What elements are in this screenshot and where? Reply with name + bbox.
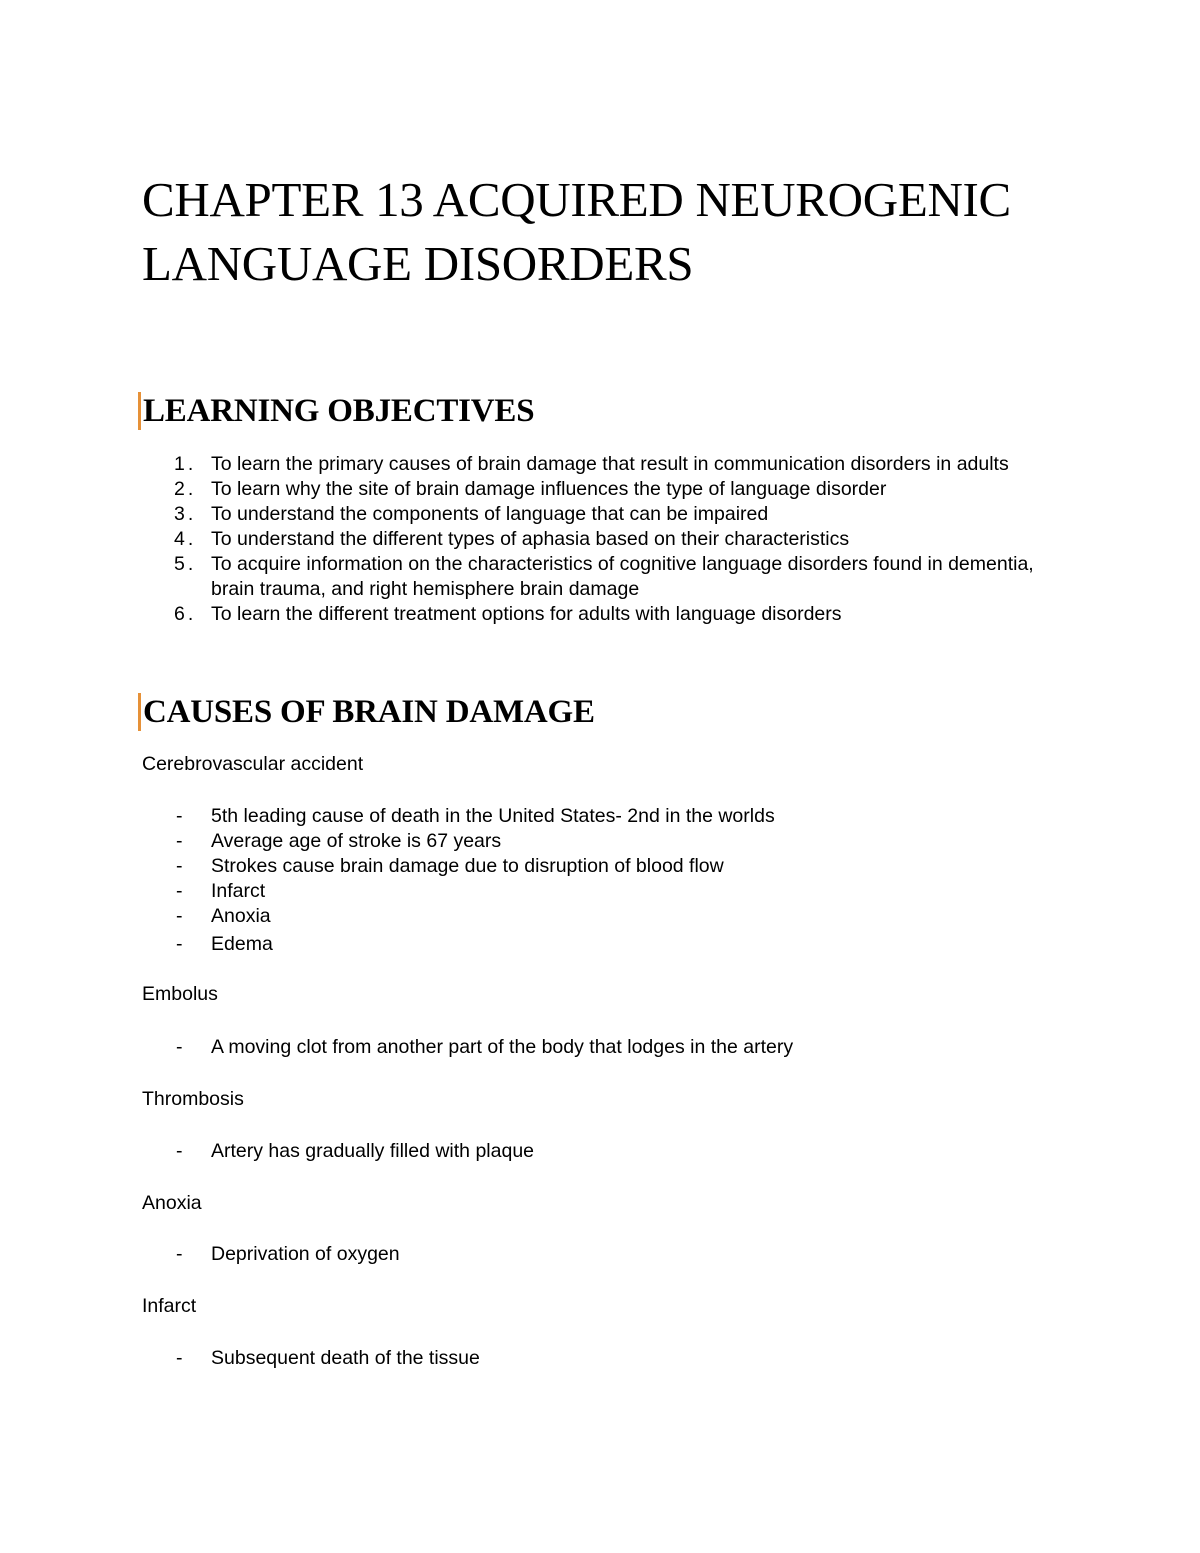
term-embolus: Embolus [142,983,218,1005]
dash-marker: - [176,1347,183,1369]
list-item [142,452,1042,477]
dash-marker: - [176,1140,183,1162]
anoxia-points [142,1242,1042,1267]
cerebrovascular-accident-points [142,804,1042,957]
list-number: 2. [174,478,197,500]
list-item-text: A moving clot from another part of the body that lodges in the artery [211,1036,794,1058]
list-item [142,527,1042,552]
list-item [142,1242,1042,1267]
list-item-text: Average age of stroke is 67 years [211,830,502,852]
list-number: 4. [174,528,197,550]
list-item-text: Edema [211,933,273,955]
list-item-text: To learn the primary causes of brain damage that result in communication disorders in adults [211,453,1009,475]
dash-marker: - [176,830,183,852]
term-anoxia: Anoxia [142,1192,202,1214]
list-item [142,829,1042,854]
list-item-text: 5th leading cause of death in the United States- 2nd in the worlds [211,805,775,827]
section-heading-learning-objectives: LEARNING OBJECTIVES [138,392,534,430]
dash-marker: - [176,855,183,877]
list-number: 6. [174,603,197,625]
list-item-text: Strokes cause brain damage due to disruption of blood flow [211,855,724,877]
learning-objectives-list [142,452,1042,627]
list-item-text: To understand the components of language that can be impaired [211,503,769,525]
embolus-points [142,1035,1042,1060]
list-item [142,1035,1042,1060]
term-infarct: Infarct [142,1295,197,1317]
list-item [142,1346,1042,1371]
list-item [142,1139,1042,1164]
dash-marker: - [176,880,183,902]
list-item-text: To understand the different types of aphasia based on their characteristics [211,528,850,550]
list-item-text: Deprivation of oxygen [211,1243,400,1265]
list-item-text: To learn why the site of brain damage influences the type of language disorder [211,478,887,500]
dash-marker: - [176,905,183,927]
list-item [142,932,1042,957]
dash-marker: - [176,1036,183,1058]
list-item [142,477,1042,502]
list-item-text: Artery has gradually filled with plaque [211,1140,535,1162]
term-cerebrovascular-accident: Cerebrovascular accident [142,753,364,775]
list-item-text: To acquire information on the characteristics of cognitive language disorders found in dementia, brain trauma, and right hemisphere brain damage [211,553,1034,600]
dash-marker: - [176,933,183,955]
page-title: CHAPTER 13 ACQUIRED NEUROGENIC LANGUAGE DISORDERS [142,172,1011,291]
list-number: 3. [174,503,197,525]
term-thrombosis: Thrombosis [142,1088,244,1110]
list-item [142,879,1042,904]
list-item [142,904,1042,929]
list-item-text: Infarct [211,880,266,902]
dash-marker: - [176,1243,183,1265]
list-item [142,804,1042,829]
thrombosis-points [142,1139,1042,1164]
list-item [142,552,1042,602]
list-item-text: To learn the different treatment options for adults with language disorders [211,603,842,625]
list-number: 5. [174,553,197,575]
section-heading-causes-of-brain-damage: CAUSES OF BRAIN DAMAGE [138,693,595,731]
list-item-text: Subsequent death of the tissue [211,1347,480,1369]
list-item [142,502,1042,527]
infarct-points [142,1346,1042,1371]
list-item-text: Anoxia [211,905,271,927]
dash-marker: - [176,805,183,827]
list-item [142,602,1042,627]
list-number: 1. [174,453,197,475]
list-item [142,854,1042,879]
